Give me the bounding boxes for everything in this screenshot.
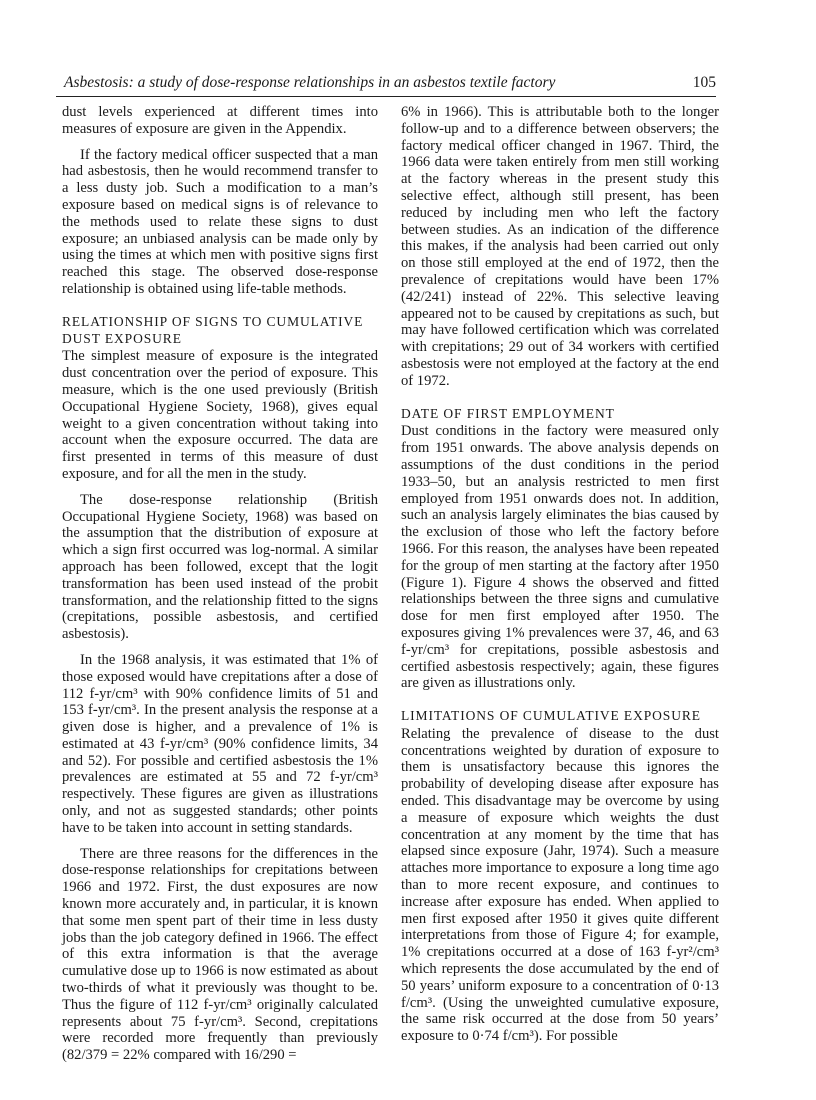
paragraph: The simplest measure of exposure is the integrated dust concentration over the period of exposure. This measure, which is the one used previously (British Occupational Hygiene Society, 1968), gives equal weight to a given concentration without taking into account when the exposure occurred. The data are first presented in terms of this measure of dust exposure, and for all the men in the study. (62, 348, 378, 482)
paragraph: The dose-response relationship (British Occupational Hygiene Society, 1968) was based on the assumption that the distribution of exposure at which a sign first occurred was log-normal. A similar approach has been followed, except that the logit transformation has been used instead of the probit transformation, and the relationship fitted to the signs (crepitations, possible asbestosis, and certified asbestosis). (62, 491, 378, 643)
running-header (56, 74, 716, 97)
page-number: 105 (692, 74, 716, 91)
paragraph: In the 1968 analysis, it was estimated that 1% of those exposed would have crepitations after a dose of 112 f-yr/cm³ with 90% confidence limits of 51 and 153 f-yr/cm³. In the present analysis the response at a given dose is higher, and a prevalence of 1% is estimated at 43 f-yr/cm³ (90% confidence limits, 34 and 52). For possible and certified asbestosis the 1% prevalences are estimated at 55 and 72 f-yr/cm³ respectively. These figures are given as illustrations only, and not as suggested standards; other points have to be taken into account in setting standards. (62, 651, 378, 836)
section-heading: LIMITATIONS OF CUMULATIVE EXPOSURE (401, 708, 701, 724)
left-column (62, 104, 378, 1064)
paragraph: If the factory medical officer suspected that a man had asbestosis, then he would recommend transfer to a less dusty job. Such a modification to a man’s exposure based on medical signs is of relevance to the methods used to relate these signs to dust exposure; an unbiased analysis can be made only by using the times at which men with positive signs first reached this stage. The observed dose-response relationship is obtained using life-table methods. (62, 146, 378, 297)
paragraph: Relating the prevalence of disease to the dust concentrations weighted by duration of exposure to them is unsatisfactory because this ignores the probability of developing disease after exposure has ended. This disadvantage may be overcome by using a measure of exposure which weights the dust concentration at any moment by the time that has elapsed since exposure (Jahr, 1974). Such a measure attaches more importance to exposure a long time ago than to more recent exposure, and continues to increase after exposure has ended. When applied to men first exposed after 1950 it gives quite different interpretations from those of Figure 4; for example, 1% crepitations occurred at a dose of 163 f-yr²/cm³ which represents the dose accumulated by the end of 50 years’ uniform exposure to a concentration of 0·13 f/cm³. (Using the unweighted cumulative exposure, the same risk occurred at the dose from 50 years’ exposure to 0·74 f/cm³). For possible (401, 725, 719, 1045)
paragraph: Dust conditions in the factory were measured only from 1951 onwards. The above analysis depends on assumptions of the dust conditions in the period 1933–50, but an analysis restricted to men first employed from 1951 onwards does not. In addition, such an analysis largely eliminates the bias caused by the exclusion of those who left the factory before 1966. For this reason, the analyses have been repeated for the group of men starting at the factory after 1950 (Figure 1). Figure 4 shows the observed and fitted relationships between the three signs and cumulative dose for men first employed after 1950. The exposures giving 1% prevalences were 37, 46, and 63 f-yr/cm³ for crepitations, possible asbestosis and certified asbestosis respectively; again, these figures are given as illustrations only. (401, 423, 719, 692)
running-title: Asbestosis: a study of dose-response relationships in an asbestos textile factory (64, 74, 556, 91)
paragraph: There are three reasons for the differences in the dose-response relationships for crepitations between 1966 and 1972. First, the dust exposures are now known more accurately and, in particular, it is known that some men spent part of their time in less dusty jobs than the job category defined in 1966. The effect of this extra information is that the average cumulative dose up to 1966 is now estimated as about two-thirds of what it previously was thought to be. Thus the figure of 112 f-yr/cm³ originally calculated represents about 75 f-yr/cm³. Second, crepitations were recorded more frequently than previously (82/379 = 22% compared with 16/290 = (62, 845, 378, 1064)
section-heading: DATE OF FIRST EMPLOYMENT (401, 405, 615, 421)
paragraph: dust levels experienced at different times into measures of exposure are given in the Appendix. (62, 104, 378, 137)
right-column (401, 104, 719, 1045)
section-heading: RELATIONSHIP OF SIGNS TO CUMULATIVE DUST EXPOSURE (62, 313, 364, 346)
paragraph: 6% in 1966). This is attributable both to the longer follow-up and to a difference between observers; the factory medical officer changed in 1967. Third, the 1966 data were taken entirely from men still working at the factory whereas in the present study this selective effect, although still present, has been reduced by including men who left the factory between studies. As an indication of the difference this makes, if the analysis had been carried out only on those still employed at the end of 1972, then the prevalence of crepitations would have been 17% (42/241) instead of 22%. This selective leaving appeared not to be caused by crepitations as such, but may have followed certification which was correlated with crepitations; 29 out of 34 workers with certified asbestosis were not employed at the factory at the end of 1972. (401, 104, 719, 389)
